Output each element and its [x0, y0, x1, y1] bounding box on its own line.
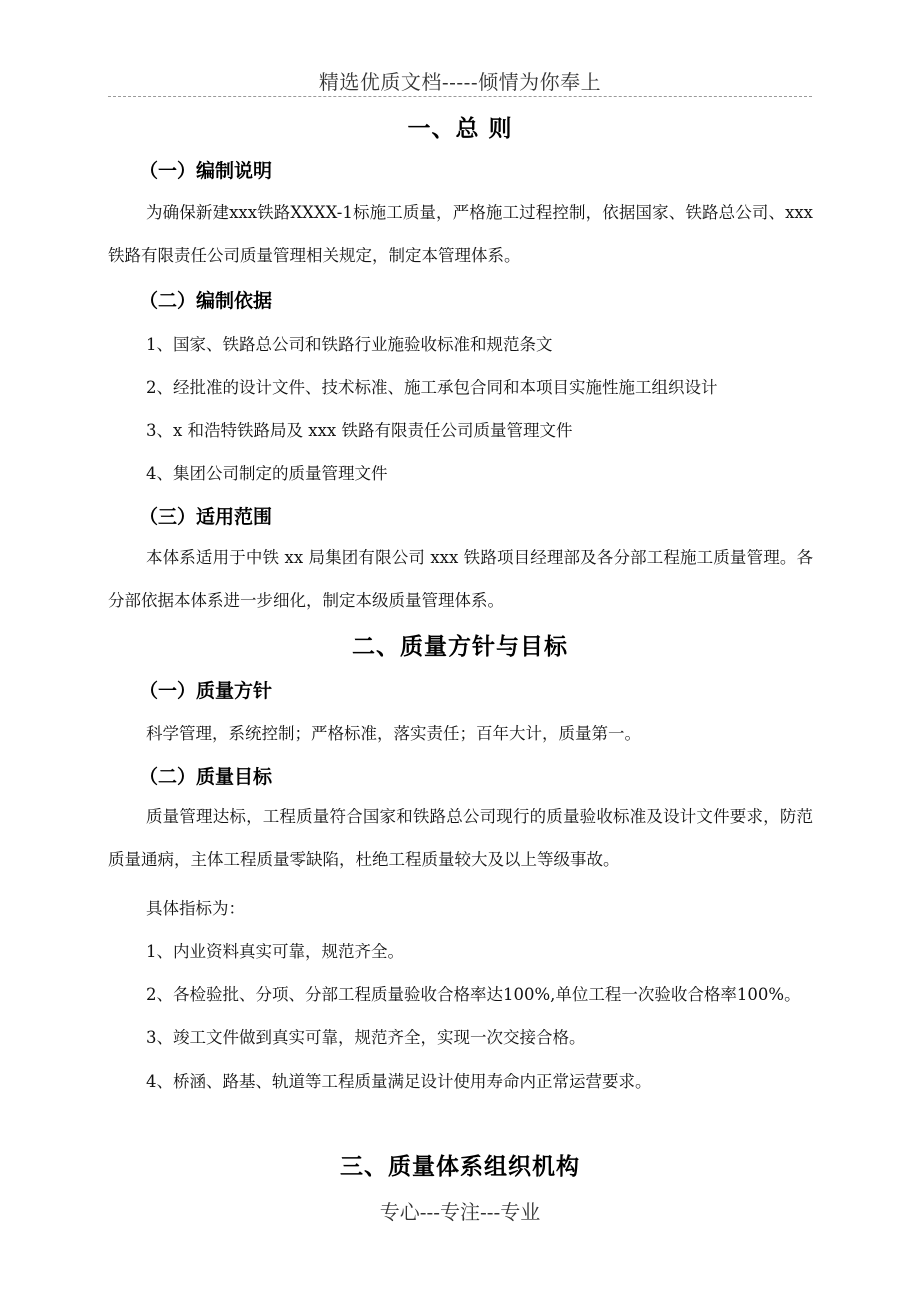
list-item: 4、桥涵、路基、轨道等工程质量满足设计使用寿命内正常运营要求。	[146, 1072, 652, 1091]
subsection-title-quality-objectives: （二）质量目标	[139, 766, 273, 788]
section-title-general: 一、总 则	[407, 116, 513, 142]
list-item: 2、各检验批、分项、分部工程质量验收合格率达100%,单位工程一次验收合格率100%。	[146, 985, 801, 1004]
section-title-organization: 三、质量体系组织机构	[340, 1154, 580, 1180]
list-item: 1、内业资料真实可靠，规范齐全。	[146, 942, 404, 961]
list-item: 2、经批准的设计文件、技术标准、施工承包合同和本项目实施性施工组织设计	[146, 378, 718, 397]
paragraph-quality-policy: 科学管理，系统控制；严格标准，落实责任；百年大计，质量第一。	[146, 724, 641, 743]
list-item: 1、国家、铁路总公司和铁路行业施验收标准和规范条文	[146, 335, 553, 354]
specific-indicators-intro: 具体指标为：	[146, 899, 245, 918]
page-header: 精选优质文档-----倾情为你奉上	[318, 70, 602, 94]
header-divider	[108, 96, 812, 97]
subsection-title-scope: （三）适用范围	[139, 506, 273, 528]
list-item: 3、x 和浩特铁路局及 xxx 铁路有限责任公司质量管理文件	[146, 421, 573, 440]
paragraph-quality-objectives: 质量管理达标，工程质量符合国家和铁路总公司现行的质量验收标准及设计文件要求，防范质量通病，主体工程质量零缺陷，杜绝工程质量较大及以上等级事故。	[108, 807, 813, 869]
paragraph-compilation-notes: 为确保新建xxx铁路XXXX-1标施工质量，严格施工过程控制，依据国家、铁路总公司、xxx铁路有限责任公司质量管理相关规定，制定本管理体系。	[108, 203, 813, 265]
paragraph-scope: 本体系适用于中铁 xx 局集团有限公司 xxx 铁路项目经理部及各分部工程施工质量管理。各分部依据本体系进一步细化，制定本级质量管理体系。	[108, 548, 813, 610]
subsection-title-compilation-basis: （二）编制依据	[139, 290, 273, 312]
page-footer: 专心---专注---专业	[379, 1200, 541, 1224]
subsection-title-compilation-notes: （一）编制说明	[139, 160, 273, 182]
subsection-title-quality-policy: （一）质量方针	[139, 680, 273, 702]
section-title-quality-policy-objectives: 二、质量方针与目标	[352, 634, 568, 660]
list-item: 3、竣工文件做到真实可靠，规范齐全，实现一次交接合格。	[146, 1028, 586, 1047]
list-item: 4、集团公司制定的质量管理文件	[146, 464, 388, 483]
